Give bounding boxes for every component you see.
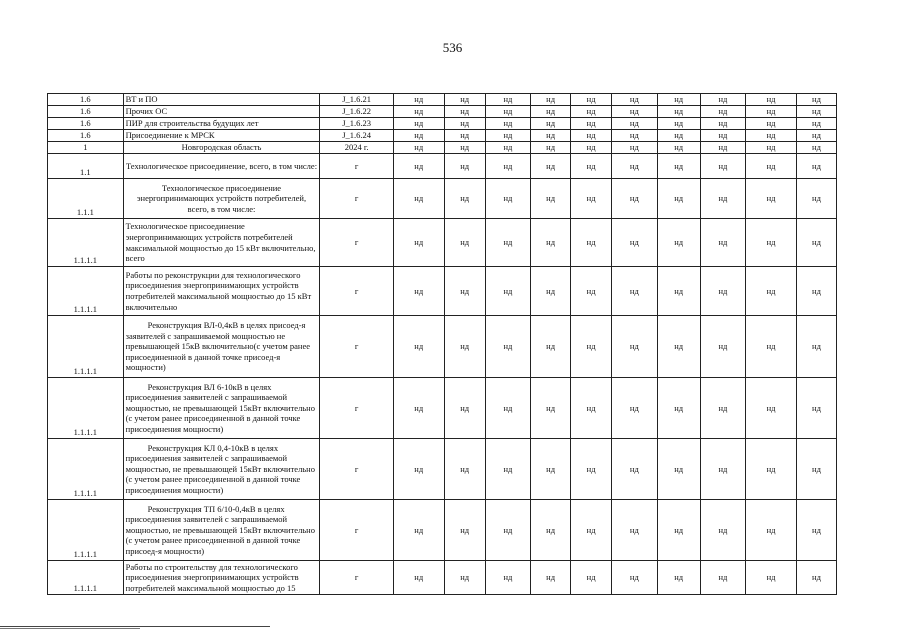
value-cell: нд: [571, 94, 612, 106]
value-cell: нд: [657, 561, 700, 595]
row-code: J_1.6.22: [320, 106, 393, 118]
value-cell: нд: [657, 378, 700, 439]
value-cell: нд: [700, 106, 745, 118]
row-code: 2024 г.: [320, 142, 393, 154]
footer-rule: [0, 626, 270, 627]
value-cell: нд: [485, 106, 530, 118]
value-cell: нд: [700, 439, 745, 500]
value-cell: нд: [746, 142, 797, 154]
table-row: [48, 267, 837, 316]
row-name: Технологическое присоединение энергопринимающих устройств потребителей максимальной мощностью до 15 кВт включительно, всего: [123, 219, 320, 267]
row-code: J_1.6.21: [320, 94, 393, 106]
table-row: [48, 500, 837, 561]
value-cell: нд: [444, 154, 485, 179]
value-cell: нд: [531, 130, 571, 142]
value-cell: нд: [485, 219, 530, 267]
value-cell: нд: [657, 142, 700, 154]
value-cell: нд: [393, 179, 444, 219]
value-cell: нд: [485, 94, 530, 106]
row-code: J_1.6.24: [320, 130, 393, 142]
row-number: 1.1.1.1: [48, 267, 124, 316]
value-cell: нд: [531, 378, 571, 439]
row-code: г: [320, 267, 393, 316]
value-cell: нд: [444, 267, 485, 316]
value-cell: нд: [746, 267, 797, 316]
row-code: г: [320, 316, 393, 378]
value-cell: нд: [657, 118, 700, 130]
value-cell: нд: [485, 316, 530, 378]
value-cell: нд: [796, 561, 836, 595]
value-cell: нд: [571, 316, 612, 378]
row-number: 1.1.1.1: [48, 316, 124, 378]
value-cell: нд: [444, 106, 485, 118]
value-cell: нд: [531, 561, 571, 595]
value-cell: нд: [796, 106, 836, 118]
value-cell: нд: [657, 179, 700, 219]
value-cell: нд: [746, 179, 797, 219]
value-cell: нд: [746, 118, 797, 130]
value-cell: нд: [444, 316, 485, 378]
row-number: 1.1: [48, 154, 124, 179]
value-cell: нд: [700, 179, 745, 219]
value-cell: нд: [393, 106, 444, 118]
table-row: [48, 106, 837, 118]
value-cell: нд: [393, 142, 444, 154]
value-cell: нд: [444, 142, 485, 154]
row-name: Новгородская область: [123, 142, 320, 154]
value-cell: нд: [700, 118, 745, 130]
value-cell: нд: [746, 94, 797, 106]
footer-rule-secondary: [0, 628, 140, 629]
value-cell: нд: [444, 130, 485, 142]
value-cell: нд: [746, 219, 797, 267]
table-row: [48, 130, 837, 142]
row-code: г: [320, 561, 393, 595]
value-cell: нд: [571, 118, 612, 130]
value-cell: нд: [531, 439, 571, 500]
value-cell: нд: [571, 154, 612, 179]
value-cell: нд: [571, 500, 612, 561]
table-row: [48, 219, 837, 267]
value-cell: нд: [531, 154, 571, 179]
value-cell: нд: [612, 154, 657, 179]
investment-table: [47, 93, 837, 595]
row-name: Реконструкция ВЛ 6-10кВ в целях присоединения заявителей с запрашиваемой мощностью, не превышающей 15кВт включительно (с учетом ранее присоединенной в данной точке присоединения мощности): [123, 378, 320, 439]
value-cell: нд: [571, 130, 612, 142]
row-number: 1.1.1.1: [48, 561, 124, 595]
row-name: Технологическое присоединение энергопринимающих устройств потребителей, всего, в том числе:: [123, 179, 320, 219]
row-name: Реконструкция ТП 6/10-0,4кВ в целях присоединения заявителей с запрашиваемой мощностью, не превышающей 15кВт включительно (с учетом ранее присоединенной в данной точке присоед-я мощности): [123, 500, 320, 561]
value-cell: нд: [393, 500, 444, 561]
value-cell: нд: [796, 439, 836, 500]
value-cell: нд: [796, 500, 836, 561]
value-cell: нд: [612, 94, 657, 106]
value-cell: нд: [531, 142, 571, 154]
value-cell: нд: [657, 130, 700, 142]
value-cell: нд: [657, 94, 700, 106]
row-name: ПИР для строительства будущих лет: [123, 118, 320, 130]
value-cell: нд: [444, 219, 485, 267]
value-cell: нд: [531, 500, 571, 561]
row-code: J_1.6.23: [320, 118, 393, 130]
value-cell: нд: [571, 561, 612, 595]
value-cell: нд: [700, 142, 745, 154]
value-cell: нд: [746, 561, 797, 595]
value-cell: нд: [393, 219, 444, 267]
row-code: г: [320, 439, 393, 500]
value-cell: нд: [746, 316, 797, 378]
table-row: [48, 118, 837, 130]
value-cell: нд: [393, 154, 444, 179]
value-cell: нд: [531, 106, 571, 118]
value-cell: нд: [700, 154, 745, 179]
value-cell: нд: [612, 316, 657, 378]
value-cell: нд: [485, 378, 530, 439]
row-name: ВТ и ПО: [123, 94, 320, 106]
value-cell: нд: [612, 267, 657, 316]
value-cell: нд: [444, 94, 485, 106]
row-number: 1.1.1.1: [48, 378, 124, 439]
value-cell: нд: [796, 316, 836, 378]
value-cell: нд: [393, 130, 444, 142]
value-cell: нд: [444, 118, 485, 130]
row-code: г: [320, 179, 393, 219]
value-cell: нд: [657, 439, 700, 500]
value-cell: нд: [393, 439, 444, 500]
value-cell: нд: [796, 154, 836, 179]
value-cell: нд: [700, 378, 745, 439]
row-number: 1.6: [48, 130, 124, 142]
value-cell: нд: [796, 94, 836, 106]
value-cell: нд: [393, 94, 444, 106]
value-cell: нд: [531, 94, 571, 106]
value-cell: нд: [444, 179, 485, 219]
value-cell: нд: [444, 561, 485, 595]
value-cell: нд: [700, 130, 745, 142]
value-cell: нд: [485, 179, 530, 219]
table-row: [48, 179, 837, 219]
value-cell: нд: [485, 118, 530, 130]
value-cell: нд: [485, 130, 530, 142]
value-cell: нд: [796, 219, 836, 267]
value-cell: нд: [393, 316, 444, 378]
value-cell: нд: [612, 106, 657, 118]
table-row: [48, 439, 837, 500]
value-cell: нд: [612, 118, 657, 130]
value-cell: нд: [612, 219, 657, 267]
value-cell: нд: [485, 500, 530, 561]
value-cell: нд: [393, 267, 444, 316]
value-cell: нд: [571, 142, 612, 154]
row-number: 1.6: [48, 118, 124, 130]
row-name: Работы по строительству для технологического присоединения энергопринимающих устройств потребителей максимальной мощностью до 15: [123, 561, 320, 595]
value-cell: нд: [746, 500, 797, 561]
value-cell: нд: [746, 439, 797, 500]
row-name: Технологическое присоединение, всего, в том числе:: [123, 154, 320, 179]
value-cell: нд: [531, 118, 571, 130]
value-cell: нд: [657, 154, 700, 179]
value-cell: нд: [746, 154, 797, 179]
value-cell: нд: [700, 219, 745, 267]
value-cell: нд: [796, 267, 836, 316]
row-number: 1: [48, 142, 124, 154]
table-body: [48, 94, 837, 595]
value-cell: нд: [393, 378, 444, 439]
value-cell: нд: [700, 267, 745, 316]
value-cell: нд: [444, 378, 485, 439]
table-row: [48, 154, 837, 179]
value-cell: нд: [700, 316, 745, 378]
value-cell: нд: [531, 219, 571, 267]
table-row: [48, 94, 837, 106]
value-cell: нд: [746, 130, 797, 142]
value-cell: нд: [612, 179, 657, 219]
value-cell: нд: [571, 179, 612, 219]
row-code: г: [320, 500, 393, 561]
value-cell: нд: [612, 142, 657, 154]
row-number: 1.1.1.1: [48, 500, 124, 561]
value-cell: нд: [485, 561, 530, 595]
value-cell: нд: [571, 439, 612, 500]
value-cell: нд: [485, 142, 530, 154]
value-cell: нд: [612, 500, 657, 561]
table-row: [48, 316, 837, 378]
value-cell: нд: [571, 267, 612, 316]
value-cell: нд: [700, 94, 745, 106]
value-cell: нд: [796, 130, 836, 142]
value-cell: нд: [796, 179, 836, 219]
value-cell: нд: [657, 219, 700, 267]
value-cell: нд: [612, 130, 657, 142]
row-name: Присоединение к МРСК: [123, 130, 320, 142]
value-cell: нд: [612, 378, 657, 439]
row-number: 1.1.1: [48, 179, 124, 219]
value-cell: нд: [571, 106, 612, 118]
value-cell: нд: [746, 378, 797, 439]
row-name: Работы по реконструкции для технологического присоединения энергопринимающих устройств потребителей максимальной мощностью до 15 кВт включительно: [123, 267, 320, 316]
row-number: 1.1.1.1: [48, 439, 124, 500]
value-cell: нд: [571, 378, 612, 439]
table-row: [48, 142, 837, 154]
row-number: 1.6: [48, 106, 124, 118]
row-code: г: [320, 219, 393, 267]
value-cell: нд: [485, 267, 530, 316]
value-cell: нд: [700, 500, 745, 561]
page-number: 536: [442, 40, 463, 55]
value-cell: нд: [796, 118, 836, 130]
row-code: г: [320, 154, 393, 179]
value-cell: нд: [393, 118, 444, 130]
value-cell: нд: [531, 179, 571, 219]
value-cell: нд: [796, 378, 836, 439]
value-cell: нд: [485, 154, 530, 179]
value-cell: нд: [485, 439, 530, 500]
value-cell: нд: [700, 561, 745, 595]
value-cell: нд: [393, 561, 444, 595]
row-name: Реконструкция КЛ 0,4-10кВ в целях присоединения заявителей с запрашиваемой мощностью, не превышающей 15кВт включительно (с учетом ранее присоединенной в данной точке присоединения мощности): [123, 439, 320, 500]
value-cell: нд: [612, 561, 657, 595]
value-cell: нд: [444, 500, 485, 561]
value-cell: нд: [531, 267, 571, 316]
value-cell: нд: [657, 500, 700, 561]
row-number: 1.6: [48, 94, 124, 106]
row-name: Реконструкция ВЛ-0,4кВ в целях присоед-я заявителей с запрашиваемой мощностью не превышающей 15кВ включительно(с учетом ранее присоединенной в данной точке присоед-я мощности): [123, 316, 320, 378]
value-cell: нд: [444, 439, 485, 500]
value-cell: нд: [612, 439, 657, 500]
value-cell: нд: [796, 142, 836, 154]
table-row: [48, 378, 837, 439]
value-cell: нд: [657, 267, 700, 316]
value-cell: нд: [657, 106, 700, 118]
row-number: 1.1.1.1: [48, 219, 124, 267]
table-row: [48, 561, 837, 595]
value-cell: нд: [531, 316, 571, 378]
row-name: Прочих ОС: [123, 106, 320, 118]
value-cell: нд: [746, 106, 797, 118]
value-cell: нд: [657, 316, 700, 378]
row-code: г: [320, 378, 393, 439]
value-cell: нд: [571, 219, 612, 267]
